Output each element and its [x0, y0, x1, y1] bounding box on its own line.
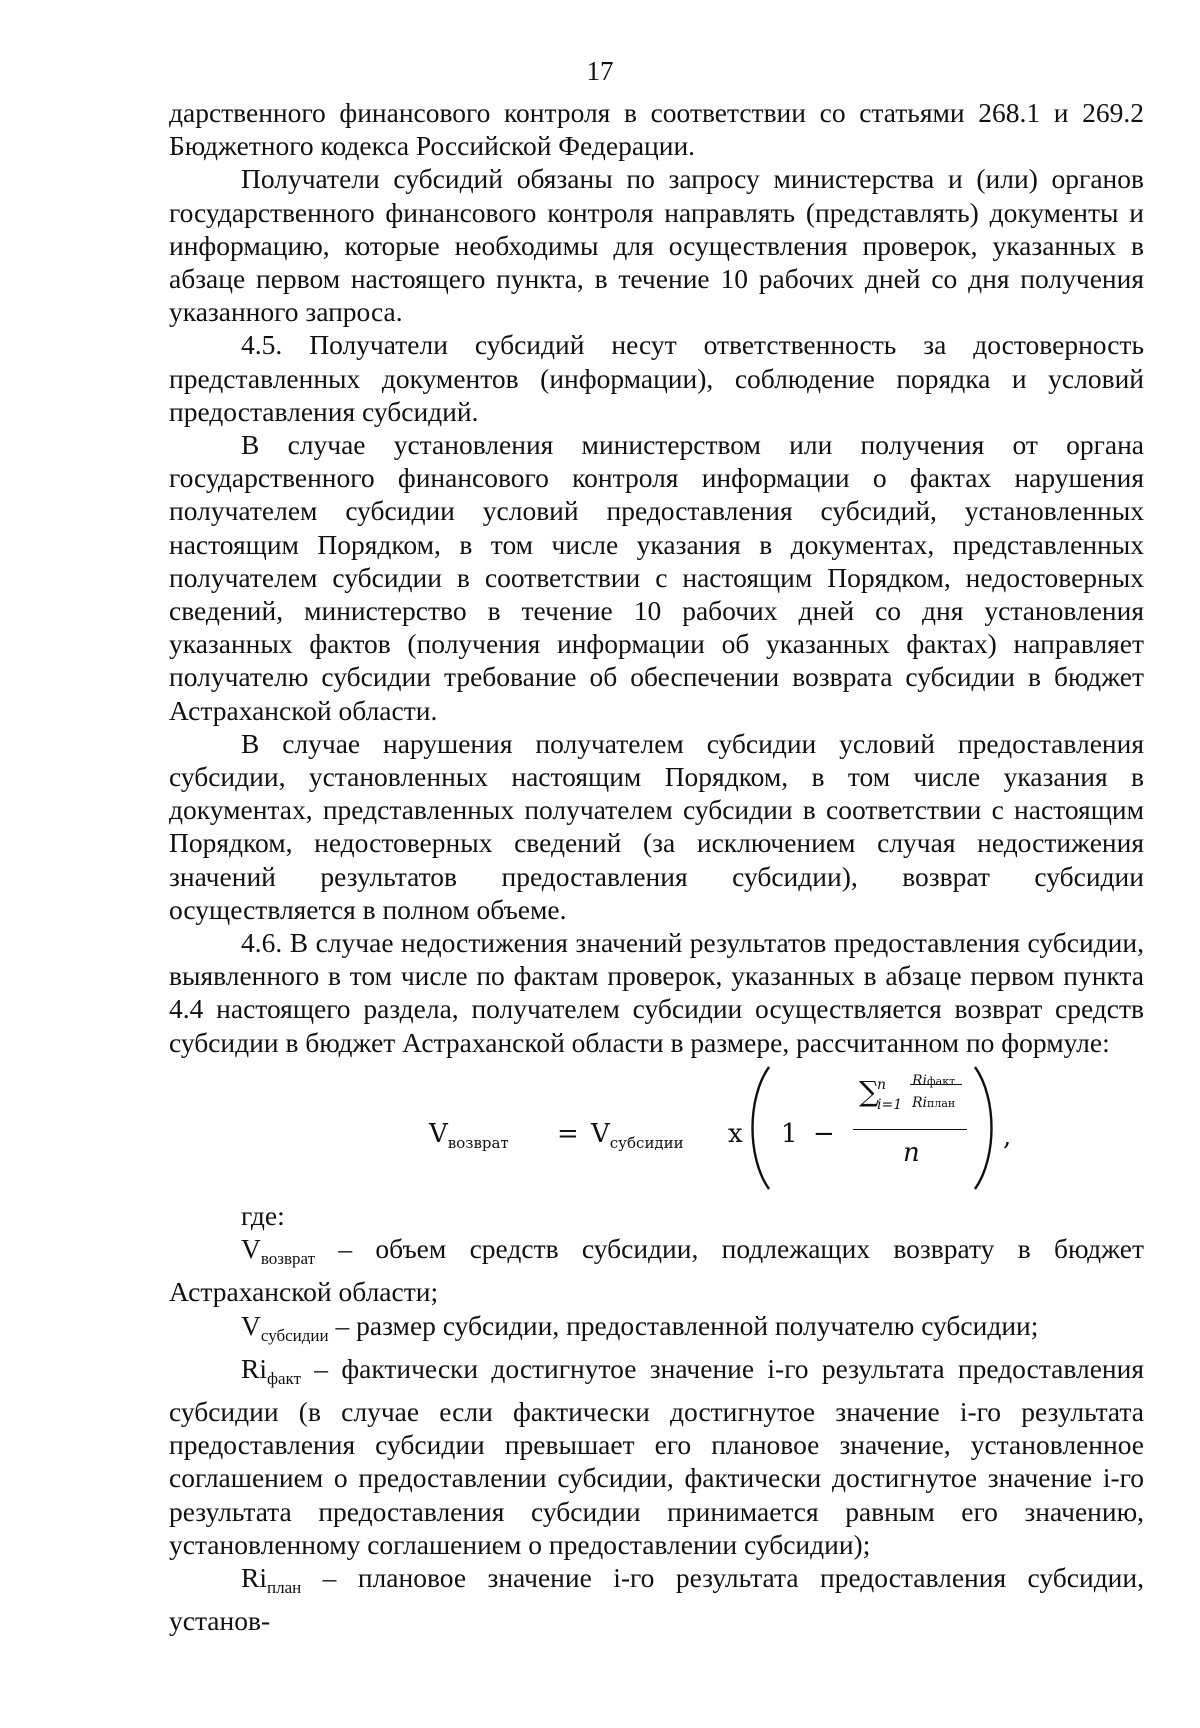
return-formula — [169, 1059, 1144, 1199]
definition-ri-fact: $Ri_{факт}$ – фактически достигнутое значение i-го результата предоставления субсидии (в случае если фактически достигнутое значение i-го результата предоставления субсидии превышает его плановое значение, установленное соглашением о предоставлении субсидии, фактически достигнутое значение i-го результата предоставления субсидии принимается равным его значению, установленному соглашением о предоставлении субсидии); — [169, 1352, 1144, 1560]
left-paren-icon — [739, 1063, 779, 1193]
formula-lhs: $V_{возврат}$ — [429, 1118, 509, 1152]
formula-minus: − — [813, 1118, 835, 1149]
ri-plan: Riплан — [912, 1094, 956, 1111]
paragraph-4-6: 4.6. В случае недостижения значений результатов предоставления субсидии, выявленного в том числе по фактам проверок, указанных в абзаце первом пункта 4.4 настоящего раздела, получателем субсидии осуществляется возврат средств субсидии в бюджет Астраханской области в размере, рассчитанном по формуле: — [169, 927, 1144, 1058]
paragraph: Получатели субсидий обязаны по запросу министерства и (или) органов государственного финансового контроля направлять (представлять) документы и информацию, которые необходимы для осуществления проверок, указанных в абзаце первом настоящего пункта, в течение 10 рабочих дней со дня получения указанного запроса. — [169, 163, 1144, 328]
formula-times: x — [728, 1118, 743, 1149]
main-fraction-line — [853, 1129, 967, 1130]
where-label: где: — [241, 1199, 285, 1231]
paragraph-4-5: 4.5. Получатели субсидий несут ответственность за достоверность представленных документов (информации), соблюдение порядка и условий предоставления субсидий. — [169, 329, 1144, 427]
inner-fraction-line — [910, 1084, 962, 1085]
formula-trailing-comma: , — [1003, 1121, 1012, 1152]
page-number: 17 — [586, 56, 614, 86]
formula-subsidy: $V_{субсидии}$ — [591, 1118, 684, 1152]
paragraph-continuation: дарственного финансового контроля в соответствии со статьями 268.1 и 269.2 Бюджетного кодекса Российской Федерации. — [169, 97, 1144, 162]
definition-v-subsidy: $V_{субсидии}$ – размер субсидии, предоставленной получателю субсидии; — [241, 1309, 1039, 1345]
sum-lower: i=1 — [877, 1096, 903, 1113]
denominator-n: n — [903, 1137, 920, 1168]
paragraph: В случае нарушения получателем субсидии условий предоставления субсидии, установленных настоящим Порядком, в том числе указания в документах, представленных получателем субсидии в соответствии с настоящим Порядком, недостоверных сведений (за исключением случая недостижения значений результатов предоставления субсидии), возврат субсидии осуществляется в полном объеме. — [169, 727, 1144, 925]
definition-v-return: $V_{возврат}$ – объем средств субсидии, подлежащих возврату в бюджет Астраханской области; — [169, 1233, 1144, 1308]
paragraph: В случае установления министерством или получения от органа государственного финансового контроля информации о фактах нарушения получателем субсидии условий предоставления субсидий, установленных настоящим Порядком, в том числе указания в документах, представленных получателем субсидии в соответствии с настоящим Порядком, недостоверных сведений, министерство в течение 10 рабочих дней со дня установления указанных фактов (получения информации об указанных фактах) направляет получателю субсидии требование об обеспечении возврата субсидии в бюджет Астраханской области. — [169, 429, 1144, 726]
definition-ri-plan: $Ri_{план}$ – плановое значение i-го результата предоставления субсидии, установ- — [169, 1561, 1144, 1637]
sum-upper: n — [877, 1076, 887, 1093]
formula-equals: = — [557, 1118, 579, 1149]
ri-fact: Riфакт — [912, 1072, 956, 1089]
right-paren-icon — [967, 1063, 1007, 1193]
formula-one: 1 — [781, 1118, 798, 1149]
sum-icon: ∑ — [859, 1074, 879, 1108]
document-body — [169, 96, 1144, 1637]
